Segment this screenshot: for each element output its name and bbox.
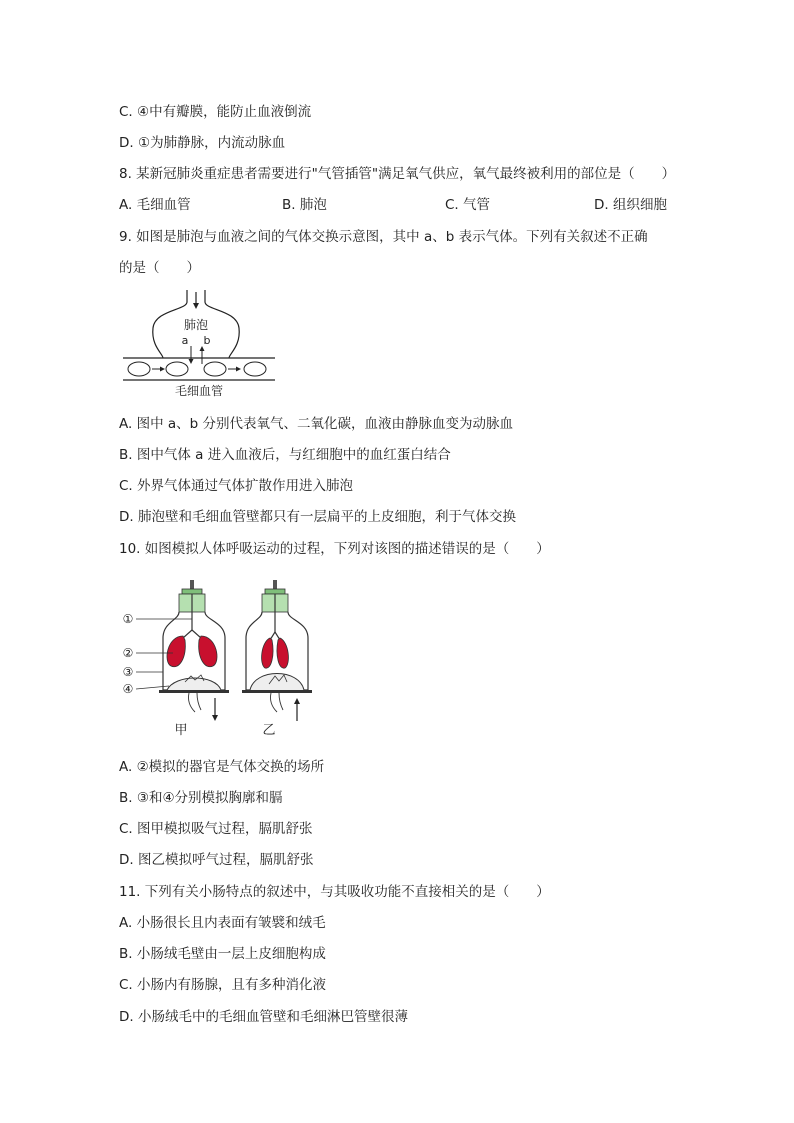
capillary-label: 毛细血管 bbox=[174, 384, 224, 398]
jar-left bbox=[159, 580, 229, 738]
q10-option-b: B. ③和④分别模拟胸廓和膈 bbox=[119, 790, 283, 806]
hand-icon bbox=[270, 693, 283, 712]
q9-stem-line2: 的是（ ） bbox=[119, 260, 200, 276]
alveolus-capillary-diagram bbox=[119, 288, 279, 400]
q8-option-c: C. 气管 bbox=[445, 197, 491, 213]
alveolus-label: 肺泡 bbox=[183, 318, 209, 332]
jar-right bbox=[242, 580, 312, 738]
red-blood-cell bbox=[128, 362, 150, 376]
red-blood-cell bbox=[166, 362, 188, 376]
lung-balloon bbox=[199, 636, 217, 667]
gas-b-label: b bbox=[203, 334, 211, 347]
hand-icon bbox=[188, 693, 201, 712]
q10-stem: 10. 如图模拟人体呼吸运动的过程，下列对该图的描述错误的是（ ） bbox=[119, 541, 550, 557]
gas-a-label: a bbox=[181, 334, 189, 347]
jar-left-label: 甲 bbox=[174, 723, 188, 738]
rubber-stopper bbox=[182, 589, 202, 594]
q7-option-d: D. ①为肺静脉，内流动脉血 bbox=[119, 135, 286, 151]
q10-option-c: C. 图甲模拟吸气过程，膈肌舒张 bbox=[119, 821, 313, 837]
marker-3: ③ bbox=[122, 665, 134, 679]
q11-option-b: B. 小肠绒毛壁由一层上皮细胞构成 bbox=[119, 946, 326, 962]
q9-option-d: D. 肺泡壁和毛细血管壁都只有一层扁平的上皮细胞，利于气体交换 bbox=[119, 509, 516, 525]
rubber-membrane bbox=[167, 678, 221, 690]
q10-option-a: A. ②模拟的器官是气体交换的场所 bbox=[119, 759, 325, 775]
q10-option-d: D. 图乙模拟呼气过程，膈肌舒张 bbox=[119, 852, 314, 868]
q9-option-a: A. 图中 a、b 分别代表氧气、二氧化碳，血液由静脉血变为动脉血 bbox=[119, 416, 514, 432]
red-blood-cell bbox=[244, 362, 266, 376]
jar-right-label: 乙 bbox=[262, 723, 276, 738]
q8-option-d: D. 组织细胞 bbox=[594, 197, 667, 213]
q11-option-d: D. 小肠绒毛中的毛细血管壁和毛细淋巴管壁很薄 bbox=[119, 1009, 408, 1025]
marker-4: ④ bbox=[122, 682, 134, 696]
rubber-membrane bbox=[250, 674, 304, 691]
q7-option-c: C. ④中有瓣膜，能防止血液倒流 bbox=[119, 104, 312, 120]
q8-option-a: A. 毛细血管 bbox=[119, 197, 191, 213]
q9-stem-line1: 9. 如图是肺泡与血液之间的气体交换示意图，其中 a、b 表示气体。下列有关叙述不正确 bbox=[119, 229, 648, 245]
q9-option-c: C. 外界气体通过气体扩散作用进入肺泡 bbox=[119, 478, 354, 494]
red-blood-cell bbox=[204, 362, 226, 376]
q11-option-a: A. 小肠很长且内表面有皱襞和绒毛 bbox=[119, 915, 326, 931]
q11-option-c: C. 小肠内有肠腺，且有多种消化液 bbox=[119, 977, 327, 993]
marker-2: ② bbox=[122, 646, 134, 660]
marker-1: ① bbox=[122, 612, 134, 626]
q8-stem: 8. 某新冠肺炎重症患者需要进行"气管插管"满足氧气供应，氧气最终被利用的部位是（ ） bbox=[119, 166, 676, 182]
q11-stem: 11. 下列有关小肠特点的叙述中，与其吸收功能不直接相关的是（ ） bbox=[119, 884, 550, 900]
breathing-model-diagram bbox=[119, 578, 329, 746]
lung-balloon bbox=[262, 638, 273, 668]
lung-balloon bbox=[277, 638, 288, 668]
rubber-stopper bbox=[265, 589, 285, 594]
q8-option-b: B. 肺泡 bbox=[282, 197, 327, 213]
lung-balloon bbox=[167, 636, 185, 667]
q9-option-b: B. 图中气体 a 进入血液后，与红细胞中的血红蛋白结合 bbox=[119, 447, 451, 463]
